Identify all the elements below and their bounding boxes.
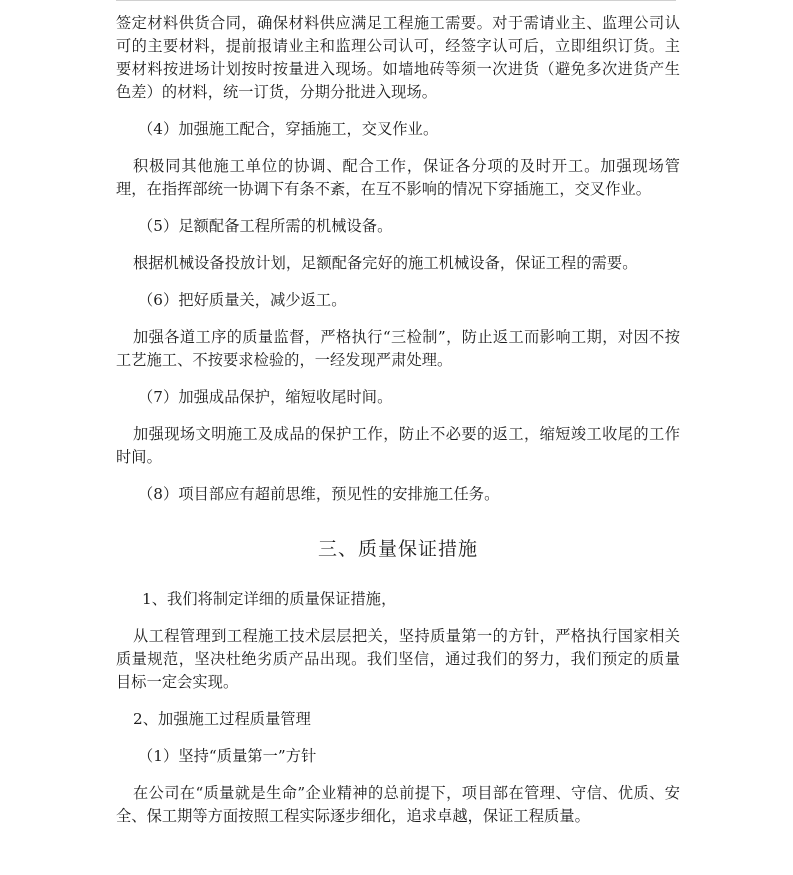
- item-4-heading: （4）加强施工配合，穿插施工，交叉作业。: [138, 120, 439, 138]
- document-page: [116, 12, 680, 828]
- item-8-heading: （8）项目部应有超前思维，预见性的安排施工任务。: [138, 485, 500, 503]
- section-title: 三、质量保证措施: [317, 538, 478, 560]
- paragraph-product-protection: 加强现场文明施工及成品的保护工作，防止不必要的返工，缩短竣工收尾的工作时间。: [116, 425, 680, 466]
- section-item-1: 1、我们将制定详细的质量保证措施，: [142, 590, 397, 608]
- section-item-2: 2、加强施工过程质量管理: [133, 710, 311, 728]
- paragraph-quality-supervision: 加强各道工序的质量监督，严格执行“三检制”，防止返工而影响工期，对因不按工艺施工、不按要求检验的，一经发现严肃处理。: [116, 328, 680, 369]
- paragraph-coordination: 积极同其他施工单位的协调、配合工作，保证各分项的及时开工。加强现场管理，在指挥部统一协调下有条不紊，在互不影响的情况下穿插施工，交叉作业。: [116, 157, 680, 198]
- paragraph-material-supply: 签定材料供货合同，确保材料供应满足工程施工需要。对于需请业主、监理公司认可的主要材料，提前报请业主和监理公司认可，经签字认可后，立即组织订货。主要材料按进场计划按时按量进入现场。如墙地砖等须一次进货（避免多次进货产生色差）的材料，统一订货，分期分批进入现场。: [116, 14, 680, 101]
- item-7-heading: （7）加强成品保护，缩短收尾时间。: [138, 388, 393, 406]
- page-top-rule: [116, 0, 676, 1]
- section-item-2-1: （1）坚持“质量第一”方针: [138, 747, 317, 765]
- paragraph-equipment: 根据机械设备投放计划，足额配备完好的施工机械设备，保证工程的需要。: [133, 254, 638, 272]
- item-6-heading: （6）把好质量关，减少返工。: [138, 291, 347, 309]
- item-5-heading: （5）足额配备工程所需的机械设备。: [138, 217, 393, 235]
- paragraph-quality-management: 从工程管理到工程施工技术层层把关，坚持质量第一的方针，严格执行国家相关质量规范，坚决杜绝劣质产品出现。我们坚信，通过我们的努力，我们预定的质量目标一定会实现。: [116, 627, 680, 691]
- paragraph-quality-first: 在公司在“质量就是生命”企业精神的总前提下，项目部在管理、守信、优质、安全、保工期等方面按照工程实际逐步细化，追求卓越，保证工程质量。: [116, 784, 680, 825]
